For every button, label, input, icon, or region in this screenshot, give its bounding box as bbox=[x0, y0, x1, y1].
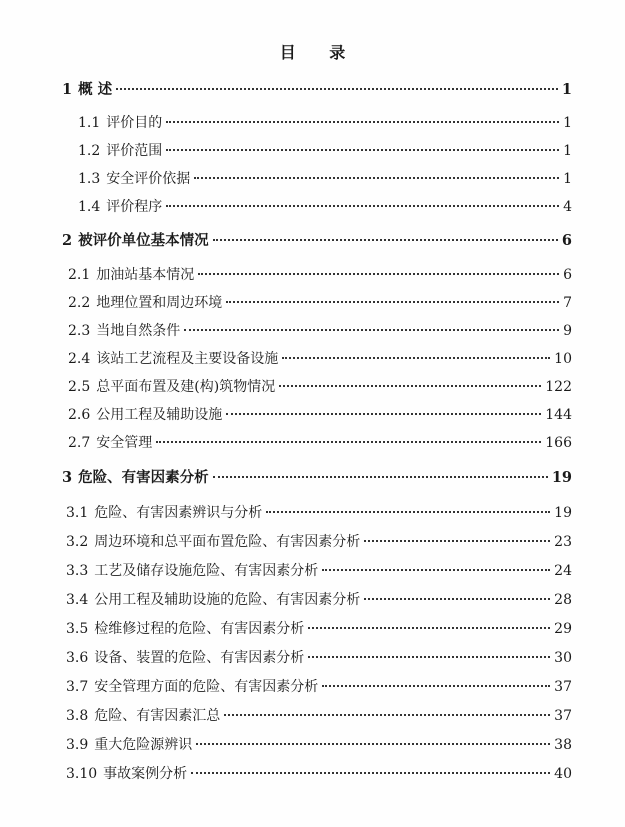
toc-section-2-4[interactable] bbox=[68, 349, 572, 369]
toc-page-number: 23 bbox=[554, 534, 572, 550]
toc-number: 1 bbox=[62, 81, 73, 98]
toc-title: 目 录 bbox=[279, 43, 360, 62]
toc-page-number: 7 bbox=[563, 295, 572, 311]
toc-section-1-3[interactable] bbox=[78, 169, 572, 189]
toc-leader-dots bbox=[224, 714, 550, 716]
toc-section-3-4[interactable] bbox=[66, 590, 572, 610]
toc-leader-dots bbox=[194, 177, 559, 179]
toc-section-3-3[interactable] bbox=[66, 561, 572, 581]
toc-label: 安全管理 bbox=[96, 435, 153, 451]
toc-number: 3 bbox=[62, 469, 73, 486]
toc-number: 1.2 bbox=[78, 143, 101, 159]
toc-label: 概 述 bbox=[78, 81, 113, 98]
toc-page-number: 28 bbox=[554, 592, 572, 608]
toc-label: 被评价单位基本情况 bbox=[78, 232, 209, 249]
toc-section-2-2[interactable] bbox=[68, 293, 572, 313]
toc-page-number: 19 bbox=[554, 505, 572, 521]
toc-label: 工艺及储存设施危险、有害因素分析 bbox=[94, 563, 319, 579]
toc-section-3-10[interactable] bbox=[66, 764, 572, 784]
toc-leader-dots bbox=[166, 205, 559, 207]
toc-label: 评价目的 bbox=[106, 115, 163, 131]
toc-number: 2 bbox=[62, 232, 73, 249]
toc-page-number: 24 bbox=[554, 563, 572, 579]
toc-number: 2.5 bbox=[68, 379, 91, 395]
toc-leader-dots bbox=[226, 413, 541, 415]
toc-page-number: 37 bbox=[554, 708, 572, 724]
toc-chapter-2[interactable] bbox=[62, 231, 572, 251]
toc-page-number: 37 bbox=[554, 679, 572, 695]
toc-leader-dots bbox=[322, 569, 550, 571]
toc-page-number: 40 bbox=[554, 766, 572, 782]
toc-number: 3.4 bbox=[66, 592, 89, 608]
toc-page-number: 6 bbox=[561, 232, 572, 249]
toc-number: 3.1 bbox=[66, 505, 89, 521]
toc-page-number: 144 bbox=[545, 407, 572, 423]
toc-leader-dots bbox=[198, 273, 559, 275]
toc-label: 设备、装置的危险、有害因素分析 bbox=[94, 650, 305, 666]
toc-leader-dots bbox=[322, 685, 550, 687]
toc-number: 2.3 bbox=[68, 323, 91, 339]
toc-number: 2.6 bbox=[68, 407, 91, 423]
toc-number: 3.2 bbox=[66, 534, 89, 550]
toc-leader-dots bbox=[166, 121, 559, 123]
toc-label: 重大危险源辨识 bbox=[94, 737, 193, 753]
toc-page-number: 166 bbox=[545, 435, 572, 451]
toc-leader-dots bbox=[364, 540, 550, 542]
toc-leader-dots bbox=[116, 88, 558, 90]
toc-section-1-4[interactable] bbox=[78, 197, 572, 217]
toc-section-3-5[interactable] bbox=[66, 619, 572, 639]
toc-leader-dots bbox=[266, 511, 550, 513]
toc-page-number: 38 bbox=[554, 737, 572, 753]
toc-leader-dots bbox=[279, 385, 541, 387]
toc-section-2-5[interactable] bbox=[68, 377, 572, 397]
toc-leader-dots bbox=[213, 239, 558, 241]
toc-number: 1.1 bbox=[78, 115, 101, 131]
toc-number: 3.5 bbox=[66, 621, 89, 637]
toc-label: 周边环境和总平面布置危险、有害因素分析 bbox=[94, 534, 361, 550]
toc-label: 安全管理方面的危险、有害因素分析 bbox=[94, 679, 319, 695]
toc-leader-dots bbox=[226, 301, 559, 303]
toc-page-number: 9 bbox=[563, 323, 572, 339]
toc-page-number: 4 bbox=[563, 199, 572, 215]
toc-number: 3.6 bbox=[66, 650, 89, 666]
toc-page-number: 122 bbox=[545, 379, 572, 395]
toc-section-2-3[interactable] bbox=[68, 321, 572, 341]
toc-section-3-7[interactable] bbox=[66, 677, 572, 697]
toc-section-1-1[interactable] bbox=[78, 113, 572, 133]
toc-leader-dots bbox=[282, 357, 550, 359]
toc-number: 2.7 bbox=[68, 435, 91, 451]
toc-section-1-2[interactable] bbox=[78, 141, 572, 161]
toc-page-number: 1 bbox=[563, 143, 572, 159]
toc-label: 评价范围 bbox=[106, 143, 163, 159]
toc-number: 2.1 bbox=[68, 267, 91, 283]
toc-number: 1.3 bbox=[78, 171, 101, 187]
toc-page-number: 30 bbox=[554, 650, 572, 666]
toc-label: 危险、有害因素汇总 bbox=[94, 708, 221, 724]
toc-section-3-1[interactable] bbox=[66, 503, 572, 523]
toc-page-number: 1 bbox=[561, 81, 572, 98]
toc-label: 事故案例分析 bbox=[103, 766, 188, 782]
toc-leader-dots bbox=[308, 627, 550, 629]
toc-number: 3.7 bbox=[66, 679, 89, 695]
toc-section-3-6[interactable] bbox=[66, 648, 572, 668]
toc-label: 地理位置和周边环境 bbox=[96, 295, 223, 311]
toc-number: 3.9 bbox=[66, 737, 89, 753]
toc-leader-dots bbox=[213, 476, 548, 478]
toc-label: 安全评价依据 bbox=[106, 171, 191, 187]
toc-page-number: 1 bbox=[563, 115, 572, 131]
toc-number: 2.4 bbox=[68, 351, 91, 367]
toc-label: 危险、有害因素辨识与分析 bbox=[94, 505, 263, 521]
toc-leader-dots bbox=[166, 149, 559, 151]
toc-label: 加油站基本情况 bbox=[96, 267, 195, 283]
toc-page-number: 19 bbox=[551, 469, 572, 486]
toc-label: 危险、有害因素分析 bbox=[78, 469, 209, 486]
toc-section-3-2[interactable] bbox=[66, 532, 572, 552]
toc-number: 3.3 bbox=[66, 563, 89, 579]
toc-leader-dots bbox=[184, 329, 559, 331]
toc-number: 3.8 bbox=[66, 708, 89, 724]
toc-number: 1.4 bbox=[78, 199, 101, 215]
toc-page-number: 1 bbox=[563, 171, 572, 187]
toc-page-number: 10 bbox=[554, 351, 572, 367]
toc-page-number: 29 bbox=[554, 621, 572, 637]
toc-leader-dots bbox=[156, 441, 541, 443]
toc-section-2-6[interactable] bbox=[68, 405, 572, 425]
toc-section-2-1[interactable] bbox=[68, 265, 572, 285]
toc-leader-dots bbox=[308, 656, 550, 658]
toc-number: 2.2 bbox=[68, 295, 91, 311]
toc-section-3-9[interactable] bbox=[66, 735, 572, 755]
toc-label: 检维修过程的危险、有害因素分析 bbox=[94, 621, 305, 637]
toc-label: 公用工程及辅助设施的危险、有害因素分析 bbox=[94, 592, 361, 608]
toc-chapter-3[interactable] bbox=[62, 468, 572, 488]
toc-label: 该站工艺流程及主要设备设施 bbox=[96, 351, 279, 367]
toc-chapter-1[interactable] bbox=[62, 80, 572, 100]
toc-leader-dots bbox=[196, 743, 550, 745]
toc-leader-dots bbox=[364, 598, 550, 600]
toc-label: 当地自然条件 bbox=[96, 323, 181, 339]
toc-label: 总平面布置及建(构)筑物情况 bbox=[96, 379, 276, 395]
toc-label: 评价程序 bbox=[106, 199, 163, 215]
toc-section-3-8[interactable] bbox=[66, 706, 572, 726]
toc-section-2-7[interactable] bbox=[68, 433, 572, 453]
toc-leader-dots bbox=[191, 772, 550, 774]
toc-label: 公用工程及辅助设施 bbox=[96, 407, 223, 423]
toc-page-number: 6 bbox=[563, 267, 572, 283]
toc-number: 3.10 bbox=[66, 766, 98, 782]
